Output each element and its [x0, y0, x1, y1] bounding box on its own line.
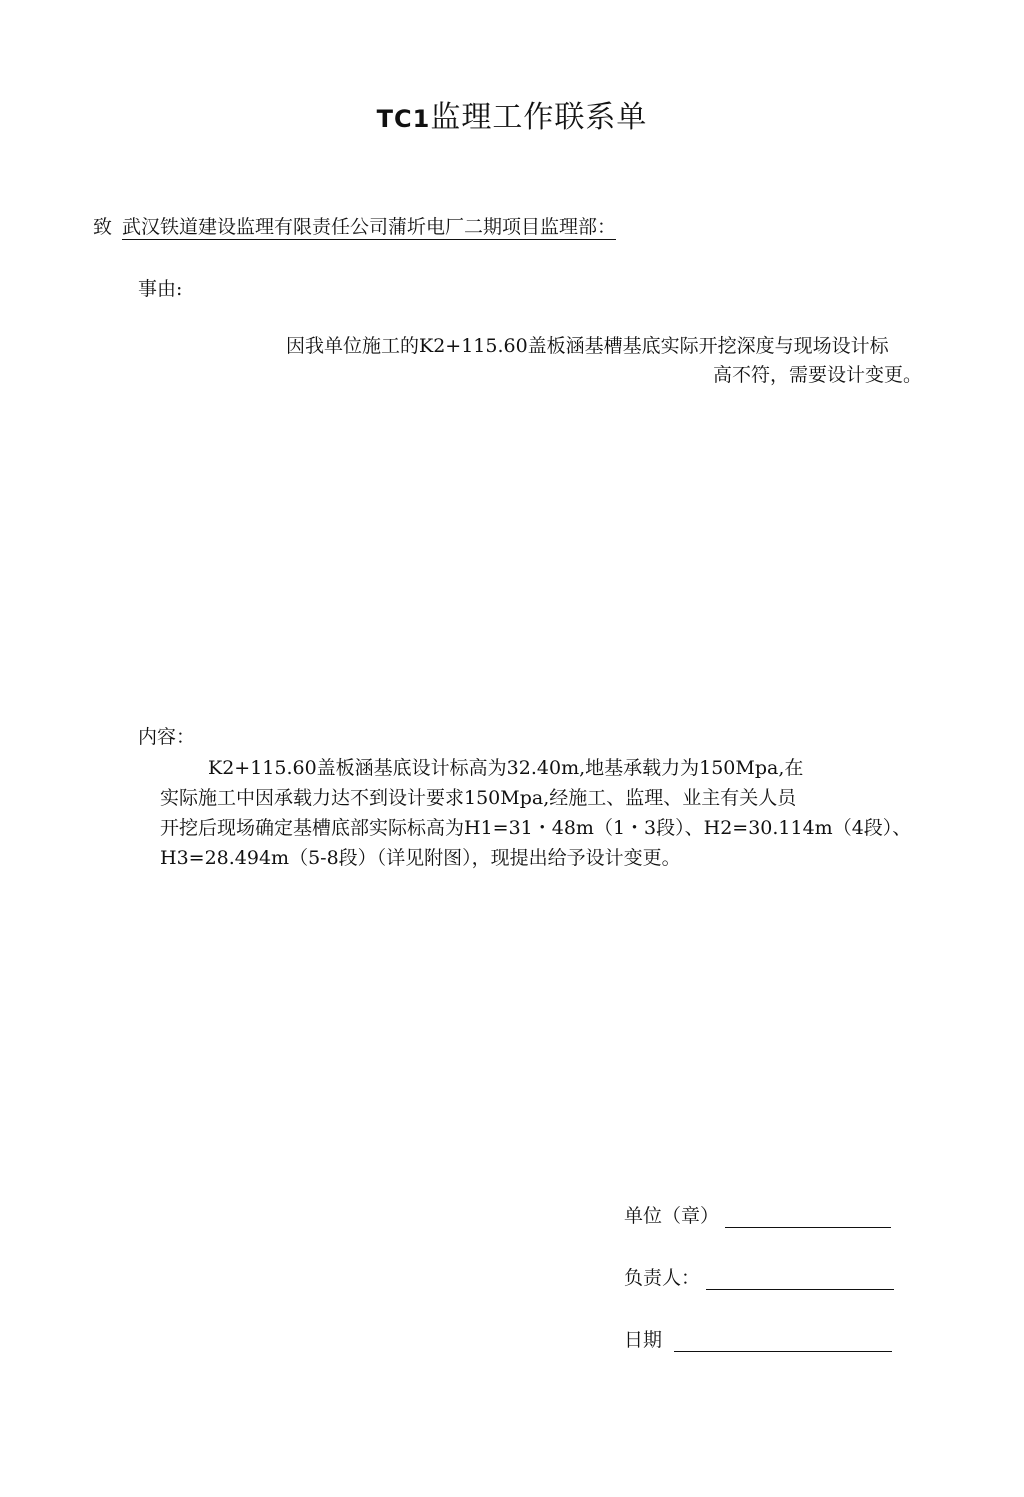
reason-line-1: 因我单位施工的K2+115.60盖板涵基槽基底实际开挖深度与现场设计标: [286, 335, 889, 357]
signature-person-row: [624, 1263, 894, 1290]
document-title: [0, 92, 1024, 136]
unit-label: 单位（章）: [624, 1205, 720, 1227]
person-label: 负责人：: [624, 1267, 701, 1289]
signature-date-row: [624, 1325, 892, 1352]
reason-line-2: 高不符，需要设计变更。: [712, 364, 922, 386]
content-line-3: 开挖后现场确定基槽底部实际标高为H1=31・48m（1・3段）、H2=30.114m（4段）、: [160, 817, 912, 839]
date-label: 日期: [624, 1329, 663, 1351]
recipient-line: [93, 212, 616, 239]
content-line-4: H3=28.494m（5-8段）（详见附图），现提出给予设计变更。: [160, 847, 681, 869]
signature-unit-row: [624, 1201, 891, 1228]
title-text: 监理工作联系单: [430, 100, 648, 135]
unit-seal-blank[interactable]: [725, 1209, 891, 1228]
to-prefix: 致: [93, 216, 113, 238]
content-label: 内容：: [138, 726, 196, 748]
date-blank[interactable]: [674, 1333, 892, 1352]
title-code: TC1: [376, 105, 431, 133]
content-line-1: K2+115.60盖板涵基底设计标高为32.40m,地基承载力为150Mpa,在: [208, 757, 804, 779]
reason-text: [286, 332, 932, 390]
person-blank[interactable]: [706, 1271, 894, 1290]
content-line-2: 实际施工中因承载力达不到设计要求150Mpa,经施工、监理、业主有关人员: [160, 787, 797, 809]
reason-label: 事由:: [138, 278, 183, 300]
recipient-name: 武汉铁道建设监理有限责任公司蒲圻电厂二期项目监理部：: [122, 216, 617, 238]
